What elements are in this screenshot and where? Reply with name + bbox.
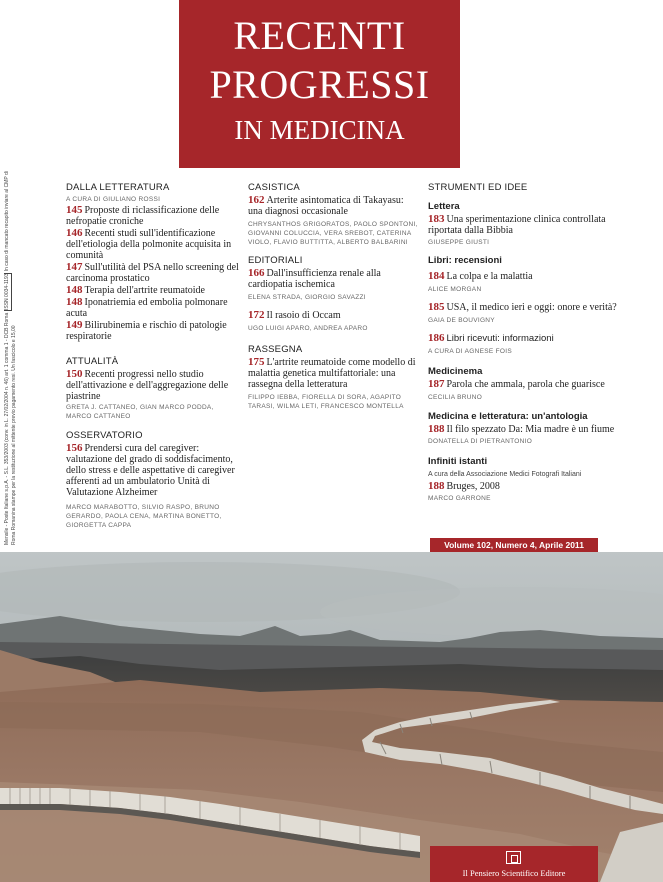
- subsection-heading: Libri: recensioni: [428, 255, 502, 266]
- article-title: Arterite asintomatica di Takayasu: una diagnosi occasionale: [248, 195, 404, 217]
- page-number: 175: [248, 356, 265, 368]
- toc-entry[interactable]: [248, 310, 420, 321]
- article-title: Dall'insufficienza renale alla cardiopatia ischemica: [248, 268, 381, 290]
- toc-column-3: [428, 182, 618, 503]
- toc-entry[interactable]: [66, 285, 241, 296]
- toc-entry[interactable]: [428, 481, 618, 492]
- page-number: 188: [428, 480, 445, 492]
- article-title: Sull'utilità del PSA nello screening del carcinoma prostatico: [66, 262, 239, 284]
- authors: GAIA DE BOUVIGNY: [428, 317, 495, 324]
- page-number: 148: [66, 284, 83, 296]
- publisher-logo-icon: [506, 851, 521, 864]
- authors: GIUSEPPE GIUSTI: [428, 239, 490, 246]
- page-number: 156: [66, 442, 83, 454]
- toc-entry[interactable]: [66, 205, 241, 227]
- page-number: 146: [66, 227, 83, 239]
- publisher-name: Il Pensiero Scientifico Editore: [462, 868, 566, 878]
- authors: UGO LUIGI APARO, ANDREA APARO: [248, 325, 368, 332]
- subsection-heading: Medicina e letteratura: un'antologia: [428, 411, 588, 422]
- page-number: 172: [248, 309, 265, 321]
- article-title: Una sperimentazione clinica controllata riportata dalla Bibbia: [428, 214, 606, 236]
- page-number: 149: [66, 319, 83, 331]
- authors: MARCO MARABOTTO, SILVIO RASPO, BRUNO GERARDO, PAOLA CENA, MARTINA BONETTO, GIORGETTA CAPPA: [66, 504, 222, 529]
- toc-entry[interactable]: [66, 297, 241, 319]
- page-number: 147: [66, 261, 83, 273]
- page-number: 150: [66, 368, 83, 380]
- authors: CECILIA BRUNO: [428, 394, 483, 401]
- toc-column-1: [66, 182, 241, 530]
- page-number: 145: [66, 204, 83, 216]
- masthead: [179, 0, 460, 168]
- page-number: 187: [428, 378, 445, 390]
- section-heading: RASSEGNA: [248, 344, 303, 355]
- article-title: Iponatriemia ed embolia polmonare acuta: [66, 297, 228, 319]
- title-line-2: PROGRESSI: [209, 62, 430, 107]
- section-heading: STRUMENTI ED IDEE: [428, 182, 528, 193]
- title-line-1: RECENTI: [233, 13, 406, 58]
- article-title: Terapia dell'artrite reumatoide: [84, 285, 205, 296]
- subsection-heading: Lettera: [428, 201, 460, 212]
- toc-entry[interactable]: [66, 228, 241, 261]
- article-title: Bilirubinemia e rischio di patologie respiratorie: [66, 320, 227, 342]
- toc-entry[interactable]: [428, 379, 618, 390]
- section-heading: ATTUALITÀ: [66, 356, 119, 367]
- authors: GRETA J. CATTANEO, GIAN MARCO PODDA, MARCO CATTANEO: [66, 404, 214, 420]
- issn-box: ISSN 0034-1193: [4, 273, 10, 311]
- curator: A CURA DI GIULIANO ROSSI: [66, 196, 161, 203]
- page-number: 188: [428, 423, 445, 435]
- notice-text: In caso di mancato recapito inviare al CMP di Roma Romanina stampe per la restituzione al mittente previo pagamento resi. Un fascicolo e 15,00: [4, 171, 17, 545]
- curator: A cura della Associazione Medici Fotografi Italiani: [428, 471, 582, 478]
- cover-photo: [0, 552, 663, 882]
- authors: ALICE MORGAN: [428, 286, 482, 293]
- section-heading: CASISTICA: [248, 182, 300, 193]
- page-number: 162: [248, 194, 265, 206]
- subsection-heading: Medicinema: [428, 366, 483, 377]
- article-title: L'artrite reumatoide come modello di malattia genetica multifattoriale: una rassegna della letteratura: [248, 357, 416, 390]
- authors: DONATELLA DI PIETRANTONIO: [428, 438, 533, 445]
- toc-entry[interactable]: [428, 302, 618, 313]
- toc-entry[interactable]: [428, 333, 618, 344]
- article-title: USA, il medico ieri e oggi: onore e verità?: [446, 302, 617, 313]
- toc-entry[interactable]: [248, 268, 420, 290]
- article-title: Il filo spezzato Da: Mia madre è un fiume: [446, 424, 615, 435]
- volume-badge: Volume 102, Numero 4, Aprile 2011: [430, 538, 598, 552]
- authors: CHRYSANTHOS GRIGORATOS, PAOLO SPONTONI, GIOVANNI COLUCCIA, VERA SREBOT, CATERINA VIOLO, FLAVIO BUTTITTA, ALBERTO BALBARINI: [248, 221, 418, 246]
- toc-entry[interactable]: [428, 214, 618, 236]
- publisher-badge: [430, 846, 598, 882]
- page-number: 185: [428, 301, 445, 313]
- authors: FILIPPO IEBBA, FIORELLA DI SORA, AGAPITO TARASI, WILMA LETI, FRANCESCO MONTELLA: [248, 394, 404, 410]
- toc-entry[interactable]: [66, 320, 241, 342]
- authors: ELENA STRADA, GIORGIO SAVAZZI: [248, 294, 366, 301]
- toc-entry[interactable]: [248, 195, 420, 217]
- article-title: Proposte di riclassificazione delle nefropatie croniche: [66, 205, 220, 227]
- section-heading: OSSERVATORIO: [66, 430, 143, 441]
- toc-entry[interactable]: [66, 443, 241, 498]
- toc-entry[interactable]: [248, 357, 420, 390]
- page-number: 183: [428, 213, 445, 225]
- article-title: Bruges, 2008: [446, 481, 500, 492]
- toc-entry[interactable]: [428, 424, 618, 435]
- article-title: Libri ricevuti: informazioni: [446, 333, 554, 344]
- toc-entry[interactable]: [428, 271, 618, 282]
- toc-entry[interactable]: [66, 262, 241, 284]
- title-line-3: IN MEDICINA: [234, 115, 405, 145]
- page-number: 166: [248, 267, 265, 279]
- article-title: La colpa e la malattia: [446, 271, 533, 282]
- article-title: Il rasoio di Occam: [266, 310, 341, 321]
- authors: MARCO GARRONE: [428, 495, 491, 502]
- page-number: 186: [428, 332, 445, 344]
- legal-sidebar: [4, 165, 24, 545]
- article-title: Recenti studi sull'identificazione dell'etiologia della polmonite acquisita in comunità: [66, 228, 232, 261]
- section-heading: DALLA LETTERATURA: [66, 182, 170, 193]
- authors: A CURA DI AGNESE FOIS: [428, 348, 512, 355]
- page-number: 148: [66, 296, 83, 308]
- subsection-heading: Infiniti istanti: [428, 456, 488, 467]
- article-title: Parola che ammala, parola che guarisce: [446, 379, 605, 390]
- page-number: 184: [428, 270, 445, 282]
- article-title: Recenti progressi nello studio dell'attivazione e dell'aggregazione delle piastrine: [66, 369, 229, 402]
- toc-entry[interactable]: [66, 369, 241, 402]
- legal-text: Mensile - Poste Italiane s.p.A. - S.L. 353/2003 (conv. in L. 27/02/2004 n. 46) art. 1 comma 1 - DCB Roma: [4, 312, 10, 545]
- toc-column-2: [248, 182, 420, 411]
- section-heading: EDITORIALI: [248, 255, 303, 266]
- article-title: Prendersi cura del caregiver: valutazione del grado di soddisfacimento, dello stress e delle aspettative di caregiver afferenti ad un ambulatorio Unità di Valutazione Alzheimer: [66, 443, 235, 498]
